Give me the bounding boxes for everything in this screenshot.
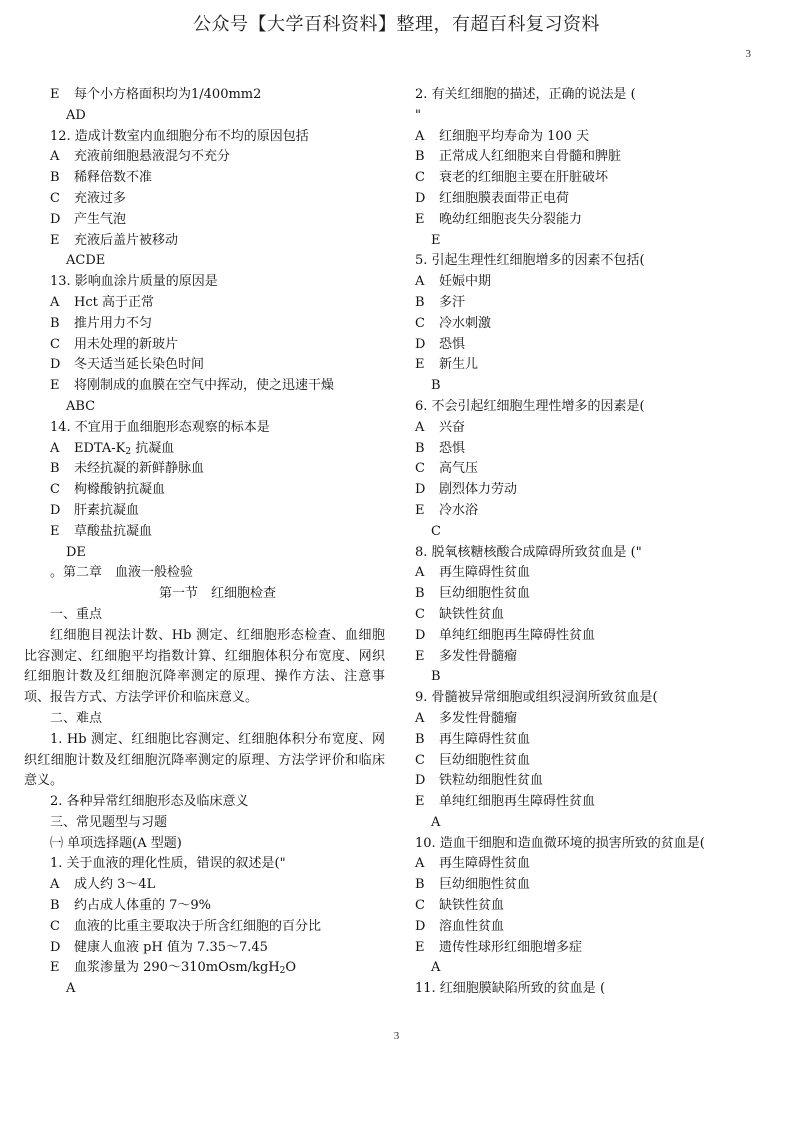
option: D 溶血性贫血 [415, 918, 505, 934]
question-9: 9. 骨髓被异常细胞或组织浸润所致贫血是( [415, 690, 658, 706]
option: A 妊娠中期 [415, 274, 492, 290]
answer: E [431, 232, 441, 248]
question-1: 1. 关于血液的理化性质，错误的叙述是(" [50, 856, 286, 872]
answer: DE [66, 544, 86, 560]
question-5: 5. 引起生理性红细胞增多的因素不包括( [415, 253, 645, 269]
paragraph-difficulties: 1. Hb 测定、红细胞比容测定、红细胞体积分布宽度、网织红细胞计数及红细胞沉降率测定的原理、方法学评价和临床意义。 [24, 731, 385, 789]
question-6: 6. 不会引起红细胞生理性增多的因素是( [415, 398, 645, 414]
option: B 稀释倍数不准 [50, 170, 153, 186]
option: A 成人约 3～4L [50, 877, 156, 893]
question-2-continuation: " [415, 107, 421, 123]
option: C 冷水刺激 [415, 315, 492, 331]
answer: C [431, 523, 441, 539]
option: A 再生障碍性贫血 [415, 856, 531, 872]
option: B 推片用力不匀 [50, 315, 153, 331]
option: D 肝素抗凝血 [50, 502, 140, 518]
option: A EDTA-$K_2$ 抗凝血 [50, 440, 175, 457]
option: C 缺铁性贫血 [415, 898, 505, 914]
option: D 剧烈体力劳动 [415, 482, 518, 498]
right-column [415, 85, 750, 1000]
page-number-top: 3 [745, 48, 751, 60]
answer: B [431, 378, 441, 394]
option: E 遗传性球形红细胞增多症 [415, 939, 583, 955]
heading-single-choice: ㈠ 单项选择题(A 型题) [50, 835, 182, 851]
option: D 单纯红细胞再生障碍性贫血 [415, 627, 596, 643]
answer: AD [66, 107, 86, 123]
option: B 约占成人体重的 7～9% [50, 898, 212, 914]
option: C 充液过多 [50, 190, 127, 206]
option: C 高气压 [415, 461, 479, 477]
option: E 草酸盐抗凝血 [50, 523, 153, 539]
option: C 衰老的红细胞主要在肝脏破坏 [415, 170, 609, 186]
option: B 未经抗凝的新鲜静脉血 [50, 461, 205, 477]
option: A 兴奋 [415, 419, 466, 435]
option: A Hct 高于正常 [50, 294, 154, 310]
option: A 充液前细胞悬液混匀不充分 [50, 149, 231, 165]
option: C 用未处理的新玻片 [50, 336, 179, 352]
option: E 血浆渗量为 290～310mOsm/kgH$_2$O [50, 960, 297, 977]
option: B 恐惧 [415, 440, 466, 456]
option: B 再生障碍性贫血 [415, 731, 531, 747]
answer: ACDE [66, 253, 106, 269]
option: B 巨幼细胞性贫血 [415, 586, 531, 602]
paragraph-abnormal-morphology: 2. 各种异常红细胞形态及临床意义 [50, 794, 249, 810]
option: E 充液后盖片被移动 [50, 232, 179, 248]
option: C 血液的比重主要取决于所含红细胞的百分比 [50, 918, 322, 934]
answer: A [431, 960, 441, 976]
option: E 冷水浴 [415, 502, 479, 518]
option-e: E 每个小方格面积均为1/400mm2 [50, 87, 262, 102]
option: E 晚幼红细胞丧失分裂能力 [415, 211, 583, 227]
option: B 正常成人红细胞来自骨髓和脾脏 [415, 149, 622, 165]
option: D 健康人血液 pH 值为 7.35～7.45 [50, 939, 268, 955]
option: A 多发性骨髓瘤 [415, 710, 518, 726]
option: D 铁粒幼细胞性贫血 [415, 773, 544, 789]
option: E 多发性骨髓瘤 [415, 648, 518, 664]
option: A 再生障碍性贫血 [415, 565, 531, 581]
question-8: 8. 脱氧核糖核酸合成障碍所致贫血是 (" [415, 544, 642, 560]
option: D 产生气泡 [50, 211, 127, 227]
header-banner: 公众号【大学百科资料】整理，有超百科复习资料 [193, 14, 600, 35]
option: D 恐惧 [415, 336, 466, 352]
option: E 新生儿 [415, 357, 479, 373]
heading-question-types: 三、常见题型与习题 [50, 814, 168, 830]
answer: A [66, 981, 76, 997]
option: C 枸橼酸钠抗凝血 [50, 482, 166, 498]
answer: ABC [66, 398, 96, 414]
option: D 红细胞膜表面带正电荷 [415, 190, 570, 206]
question-13: 13. 影响血涂片质量的原因是 [50, 274, 218, 290]
left-column [24, 85, 385, 1000]
heading-difficulties: 二、难点 [50, 710, 103, 726]
option: E 单纯红细胞再生障碍性贫血 [415, 794, 596, 810]
option: B 多汗 [415, 294, 466, 310]
option: B 巨幼细胞性贫血 [415, 877, 531, 893]
option: A 红细胞平均寿命为 100 天 [415, 128, 590, 144]
paragraph-key-points: 红细胞目视法计数、Hb 测定、红细胞形态检查、血细胞比容测定、红细胞平均指数计算、红细胞体积分布宽度、网织红细胞计数及红细胞沉降率测定的原理、操作方法、注意事项、报告方式、方法学评价和临床意义。 [24, 627, 385, 706]
answer: A [431, 814, 441, 830]
question-11: 11. 红细胞膜缺陷所致的贫血是 ( [415, 981, 606, 997]
answer: B [431, 669, 441, 685]
chapter-heading: 。第二章 血液一般检验 [50, 565, 194, 581]
question-2: 2. 有关红细胞的描述，正确的说法是 ( [415, 87, 636, 102]
question-10: 10. 造血干细胞和造血微环境的损害所致的贫血是( [415, 835, 705, 851]
option: E 将刚制成的血膜在空气中挥动，使之迅速干燥 [50, 378, 335, 394]
section-heading: 第一节 红细胞检查 [158, 586, 276, 602]
question-12: 12. 造成计数室内血细胞分布不均的原因包括 [50, 128, 309, 144]
option: C 缺铁性贫血 [415, 606, 505, 622]
option: D 冬天适当延长染色时间 [50, 357, 205, 373]
page-number-bottom: 3 [393, 1030, 400, 1042]
question-14: 14. 不宜用于血细胞形态观察的标本是 [50, 419, 270, 435]
option: C 巨幼细胞性贫血 [415, 752, 531, 768]
heading-key-points: 一、重点 [50, 606, 103, 622]
